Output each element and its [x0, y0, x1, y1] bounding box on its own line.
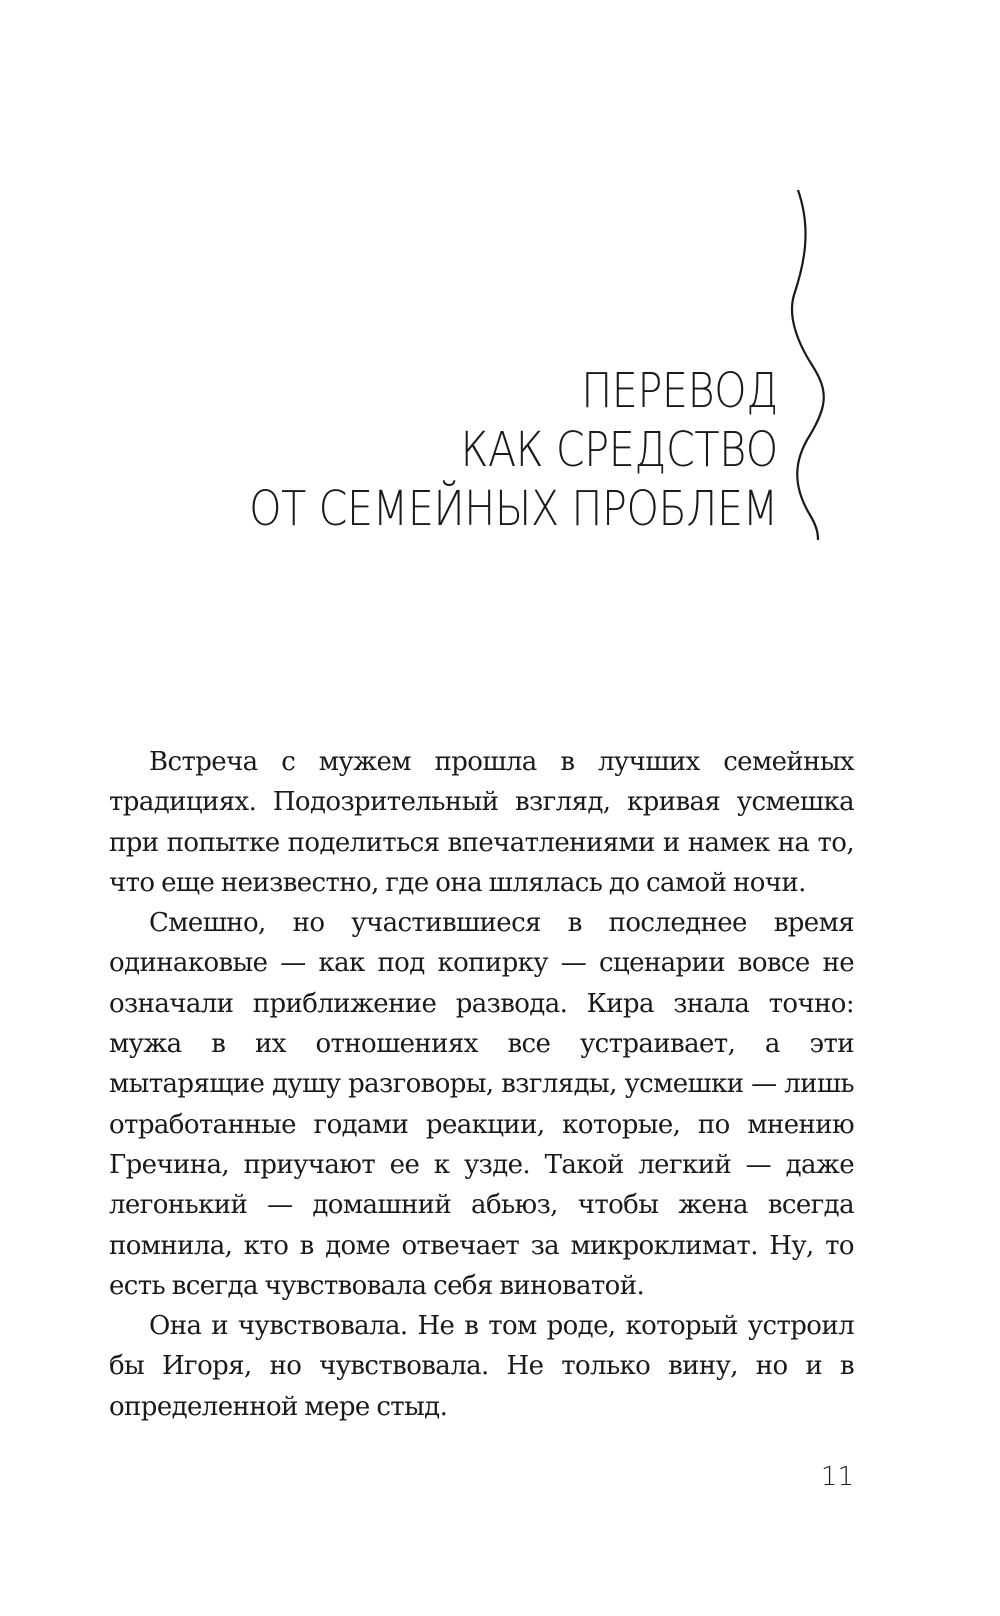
body-text	[109, 742, 854, 1427]
chapter-title	[163, 362, 778, 539]
paragraph: Она и чувствовала. Не в том роде, который устроил бы Игоря, но чувствовала. Не только вину, но и в определенной мере стыд.	[109, 1311, 854, 1422]
chapter-title-line: КАК СРЕДСТВО	[460, 422, 778, 478]
chapter-title-line: ОТ СЕМЕЙНЫХ ПРОБЛЕМ	[249, 481, 778, 537]
paragraph: Встреча с мужем прошла в лучших семейных традициях. Подозрительный взгляд, кривая усмешка при попытке поделиться впечатлениями и намек на то, что еще неизвестно, где она шлялась до самой ночи.	[109, 747, 854, 898]
chapter-title-line: ПЕРЕВОД	[581, 363, 778, 419]
page-number: 11	[820, 1462, 854, 1492]
paragraph: Смешно, но участившиеся в последнее время одинаковые — как под копирку — сценарии вовсе не означали приближение развода. Кира знала точно: мужа в их отношениях все устраивает, а эти мытарящие душу разговоры, взгляды, усмешки — лишь отработанные годами реакции, которые, по мнению Гречина, приучают ее к узде. Такой легкий — даже легонький — домашний абьюз, чтобы жена всегда помнила, кто в доме отвечает за микроклимат. Ну, то есть всегда чувствовала себя виноватой.	[109, 908, 854, 1301]
decorative-wave-ornament	[790, 190, 840, 540]
